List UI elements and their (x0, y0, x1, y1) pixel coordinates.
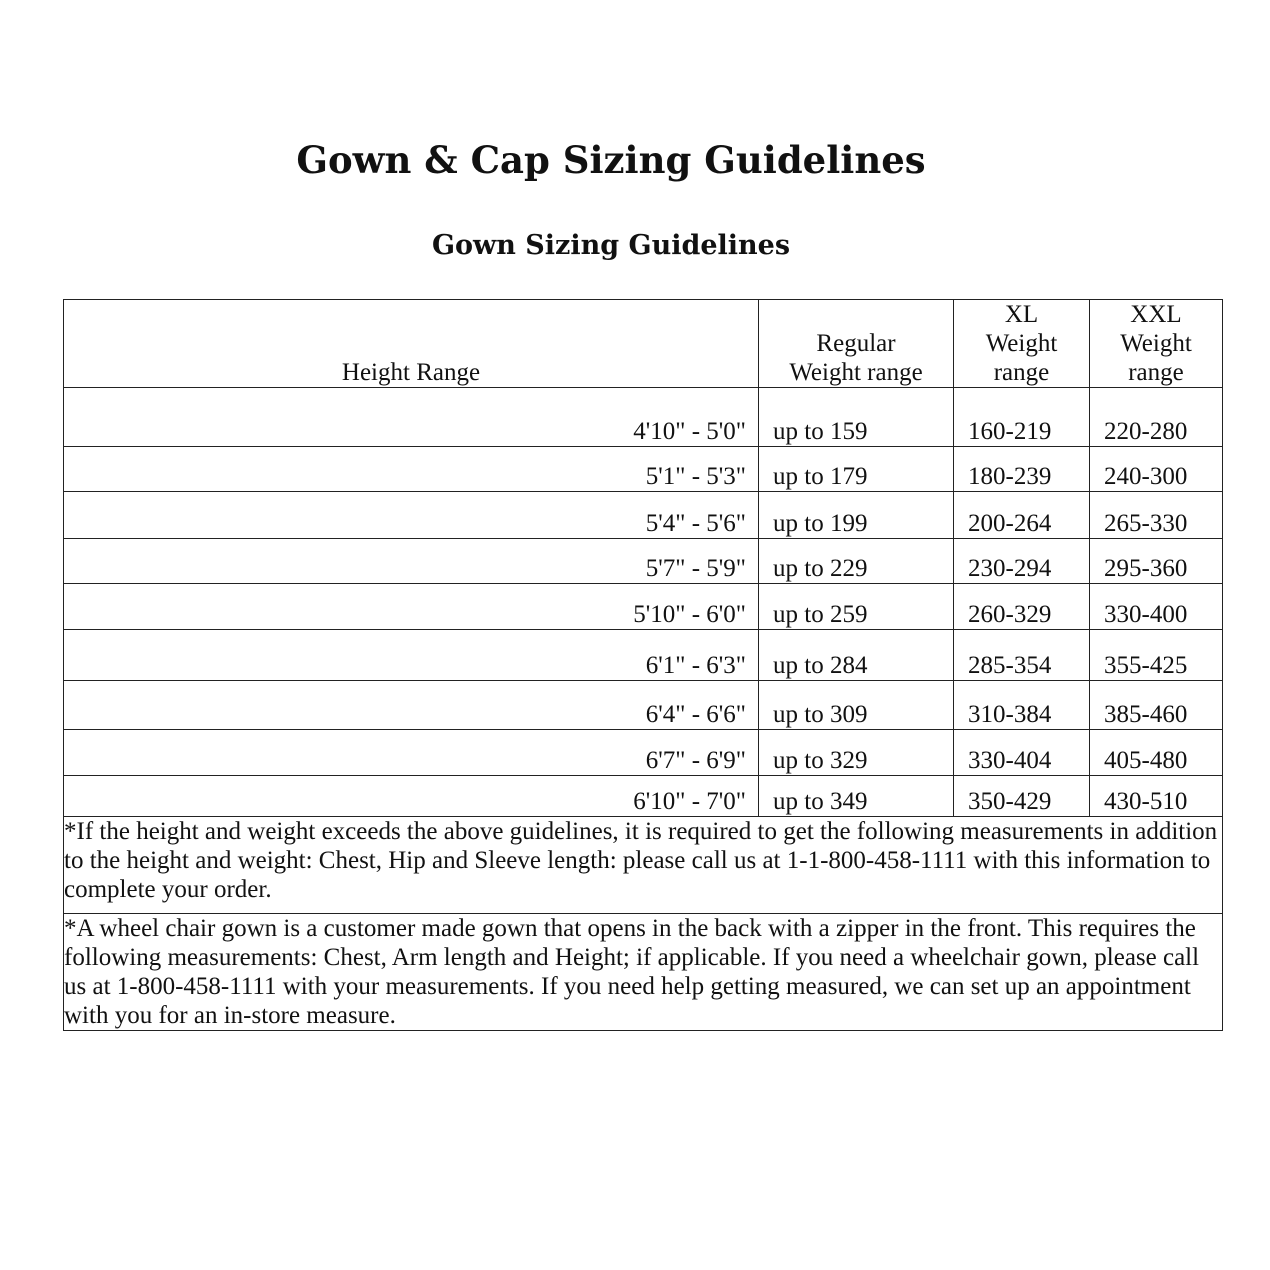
xxl-weight-cell: 220-280 (1090, 388, 1223, 447)
xxl-weight-cell: 330-400 (1090, 584, 1223, 630)
table-row (64, 776, 1223, 817)
xl-weight-cell: 230-294 (954, 539, 1090, 584)
height-cell: 5'4" - 5'6" (64, 492, 759, 539)
table-row (64, 584, 1223, 630)
height-cell: 5'1" - 5'3" (64, 447, 759, 492)
header-height-range: Height Range (64, 300, 759, 388)
regular-weight-cell: up to 179 (759, 447, 954, 492)
oversize-note: *If the height and weight exceeds the above guidelines, it is required to get the following measurements in addition to the height and weight: Chest, Hip and Sleeve length: please call us at 1-1-800-458-1111 with this information to complete your order. (64, 817, 1223, 914)
height-cell: 5'10" - 6'0" (64, 584, 759, 630)
xxl-weight-cell: 295-360 (1090, 539, 1223, 584)
oversize-note-row (64, 817, 1223, 914)
height-cell: 5'7" - 5'9" (64, 539, 759, 584)
header-regular-weight: Regular Weight range (759, 300, 954, 388)
table-row (64, 388, 1223, 447)
table-row (64, 447, 1223, 492)
regular-weight-cell: up to 284 (759, 630, 954, 681)
table-row (64, 630, 1223, 681)
xxl-weight-cell: 385-460 (1090, 681, 1223, 730)
xl-weight-cell: 260-329 (954, 584, 1090, 630)
regular-weight-cell: up to 159 (759, 388, 954, 447)
xxl-weight-cell: 405-480 (1090, 730, 1223, 776)
height-cell: 6'7" - 6'9" (64, 730, 759, 776)
xl-weight-cell: 330-404 (954, 730, 1090, 776)
xl-weight-cell: 160-219 (954, 388, 1090, 447)
page-title: Gown & Cap Sizing Guidelines (296, 138, 926, 182)
xxl-weight-cell: 430-510 (1090, 776, 1223, 817)
regular-weight-cell: up to 259 (759, 584, 954, 630)
header-xxl-weight: XXL Weight range (1090, 300, 1223, 388)
xl-weight-cell: 180-239 (954, 447, 1090, 492)
height-cell: 6'4" - 6'6" (64, 681, 759, 730)
height-cell: 4'10" - 5'0" (64, 388, 759, 447)
table-row (64, 492, 1223, 539)
xxl-weight-cell: 355-425 (1090, 630, 1223, 681)
height-cell: 6'10" - 7'0" (64, 776, 759, 817)
xl-weight-cell: 200-264 (954, 492, 1090, 539)
xxl-weight-cell: 265-330 (1090, 492, 1223, 539)
wheelchair-note-row (64, 914, 1223, 1031)
section-title: Gown Sizing Guidelines (431, 230, 791, 261)
wheelchair-note: *A wheel chair gown is a customer made gown that opens in the back with a zipper in the front. This requires the following measurements: Chest, Arm length and Height; if applicable. If you need a wheelchair gown, please call us at 1-800-458-1111 with your measurements. If you need help getting measured, we can set up an appointment with you for an in-store measure. (64, 914, 1223, 1031)
header-xl-weight: XL Weight range (954, 300, 1090, 388)
table-row (64, 539, 1223, 584)
regular-weight-cell: up to 349 (759, 776, 954, 817)
height-cell: 6'1" - 6'3" (64, 630, 759, 681)
xl-weight-cell: 285-354 (954, 630, 1090, 681)
table-header-row (64, 300, 1223, 388)
table-row (64, 681, 1223, 730)
regular-weight-cell: up to 329 (759, 730, 954, 776)
regular-weight-cell: up to 199 (759, 492, 954, 539)
xl-weight-cell: 350-429 (954, 776, 1090, 817)
regular-weight-cell: up to 229 (759, 539, 954, 584)
xl-weight-cell: 310-384 (954, 681, 1090, 730)
regular-weight-cell: up to 309 (759, 681, 954, 730)
xxl-weight-cell: 240-300 (1090, 447, 1223, 492)
table-row (64, 730, 1223, 776)
gown-sizing-table (63, 299, 1223, 1031)
